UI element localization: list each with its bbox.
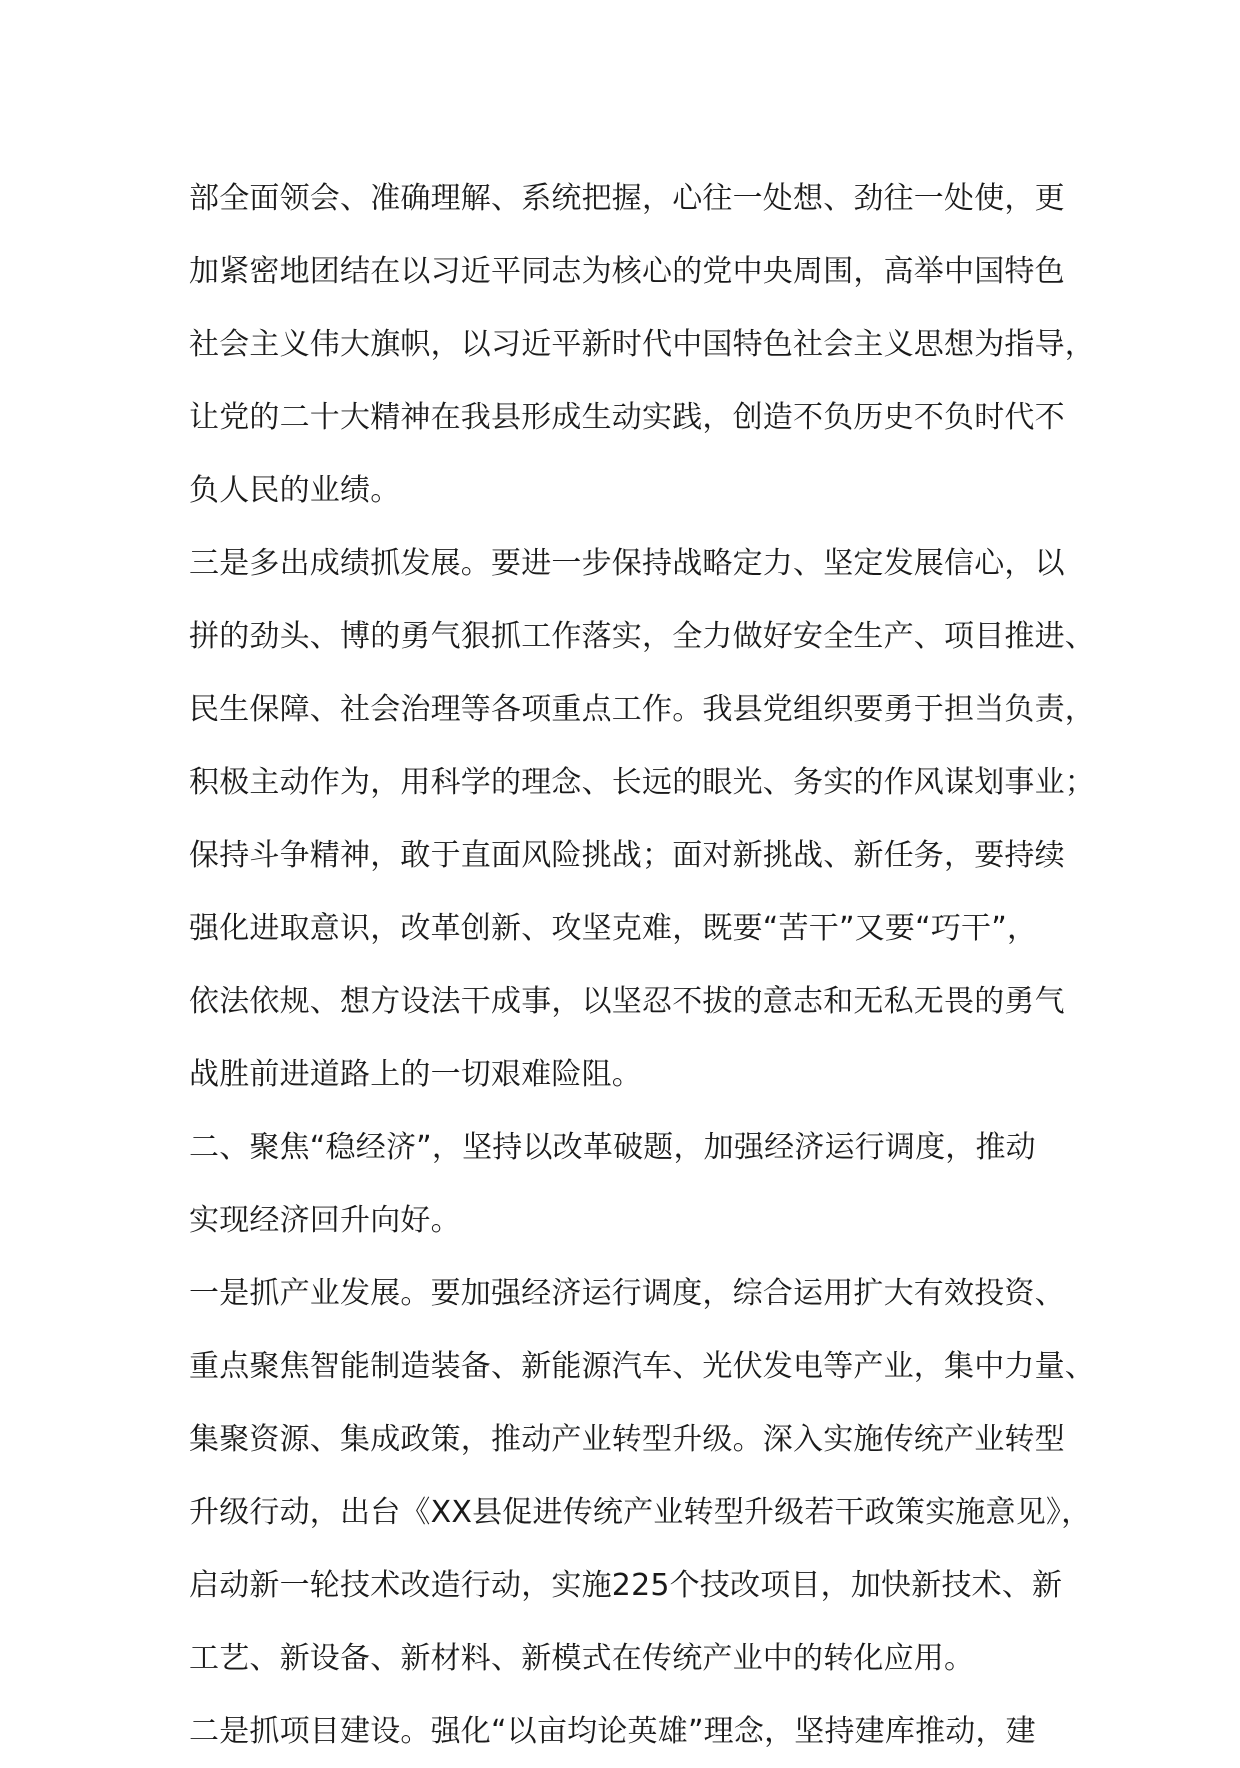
text-line: 让党的二十大精神在我县形成生动实践，创造不负历史不负时代不 bbox=[189, 400, 1065, 435]
text-line: 工艺、新设备、新材料、新模式在传统产业中的转化应用。 bbox=[189, 1641, 975, 1676]
text-line: 保持斗争精神，敢于直面风险挑战；面对新挑战、新任务，要持续 bbox=[189, 838, 1065, 873]
text-line: 社会主义伟大旗帜，以习近平新时代中国特色社会主义思想为指导， bbox=[189, 327, 1095, 362]
text-line: 强化进取意识，改革创新、攻坚克难，既要“苦干”又要“巧干”， bbox=[189, 911, 1038, 946]
text-line: 一是抓产业发展。要加强经济运行调度，综合运用扩大有效投资、 bbox=[189, 1276, 1065, 1311]
text-line: 负人民的业绩。 bbox=[189, 473, 401, 508]
document-body bbox=[189, 162, 1095, 1768]
text-line: 加紧密地团结在以习近平同志为核心的党中央周围，高举中国特色 bbox=[189, 254, 1065, 289]
text-line: 二是抓项目建设。强化“以亩均论英雄”理念，坚持建库推动，建 bbox=[189, 1714, 1036, 1749]
text-line: 集聚资源、集成政策，推动产业转型升级。深入实施传统产业转型 bbox=[189, 1422, 1065, 1457]
text-line: 实现经济回升向好。 bbox=[189, 1203, 461, 1238]
text-line: 部全面领会、准确理解、系统把握，心往一处想、劲往一处使，更 bbox=[189, 181, 1065, 216]
text-line: 二、聚焦“稳经济”，坚持以改革破题，加强经济运行调度，推动 bbox=[189, 1130, 1036, 1165]
text-line: 民生保障、社会治理等各项重点工作。我县党组织要勇于担当负责， bbox=[189, 692, 1095, 727]
text-line: 三是多出成绩抓发展。要进一步保持战略定力、坚定发展信心，以 bbox=[189, 546, 1065, 581]
text-line: 拼的劲头、博的勇气狠抓工作落实，全力做好安全生产、项目推进、 bbox=[189, 619, 1095, 654]
text-line: 启动新一轮技术改造行动，实施225个技改项目，加快新技术、新 bbox=[189, 1568, 1063, 1603]
text-line: 战胜前进道路上的一切艰难险阻。 bbox=[189, 1057, 642, 1092]
text-line: 依法依规、想方设法干成事，以坚忍不拔的意志和无私无畏的勇气 bbox=[189, 984, 1065, 1019]
text-line: 升级行动，出台《XX县促进传统产业转型升级若干政策实施意见》， bbox=[189, 1495, 1092, 1530]
text-line: 积极主动作为，用科学的理念、长远的眼光、务实的作风谋划事业； bbox=[189, 765, 1095, 800]
text-line: 重点聚焦智能制造装备、新能源汽车、光伏发电等产业，集中力量、 bbox=[189, 1349, 1095, 1384]
